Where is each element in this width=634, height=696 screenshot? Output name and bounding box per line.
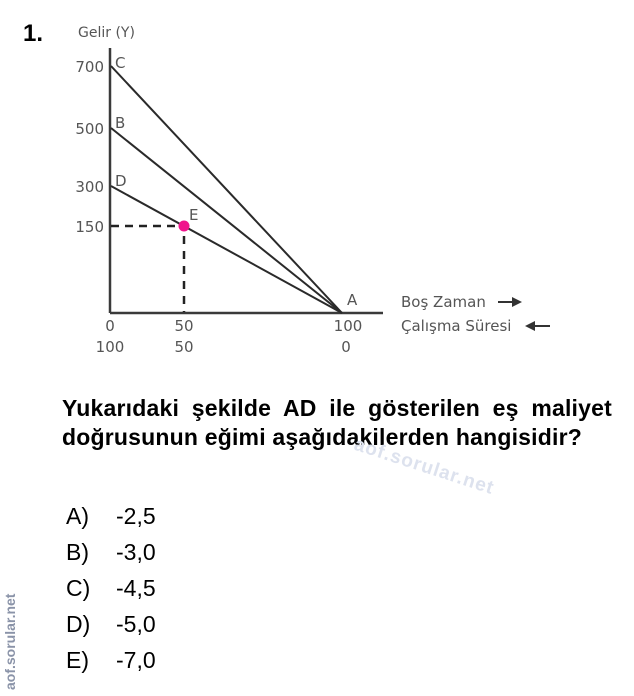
x-tick-bottom-100: 100 [95,338,125,356]
option-letter: B) [66,539,89,565]
x-tick-bottom-0: 0 [341,338,351,356]
arrow-right-icon [498,297,522,307]
x-tick-top-100: 100 [333,317,363,335]
option-letter: C) [66,575,91,601]
option-d[interactable] [66,611,156,647]
answer-options [66,503,156,683]
question-number: 1. [23,20,44,47]
option-a[interactable] [66,503,156,539]
option-value: -2,5 [116,503,156,529]
x-axis-title-work: Çalışma Süresi [401,317,512,335]
option-value: -7,0 [116,647,156,673]
option-value: -5,0 [116,611,156,637]
line-BA [111,128,342,313]
y-tick-150: 150 [75,218,104,236]
line-DA [111,186,342,313]
x-axis-title-leisure: Boş Zaman [401,293,486,311]
label-a: A [347,291,358,309]
point-e-marker [179,221,190,232]
option-b[interactable] [66,539,156,575]
label-c: C [115,54,126,72]
label-d: D [115,172,127,190]
y-tick-700: 700 [75,58,104,76]
option-letter: D) [66,611,91,637]
y-axis-title: Gelir (Y) [78,25,135,41]
x-tick-top-0: 0 [105,317,115,335]
watermark-side: aof.sorular.net [2,593,18,690]
option-letter: A) [66,503,89,529]
option-e[interactable] [66,647,156,683]
label-e: E [189,206,199,224]
question-text: Yukarıdaki şekilde AD ile gösterilen eş maliyet doğrusunun eğimi aşağıdakilerden hangisidir? [62,395,612,450]
option-c[interactable] [66,575,156,611]
y-tick-500: 500 [75,120,104,138]
x-tick-bottom-50: 50 [174,338,194,356]
arrow-left-icon [525,321,550,331]
y-tick-300: 300 [75,178,104,196]
x-tick-top-50: 50 [174,317,194,335]
watermark-diagonal: aof.sorular.net [351,434,497,500]
line-CA [111,66,342,313]
label-b: B [115,114,126,132]
option-value: -3,0 [116,539,156,565]
option-value: -4,5 [116,575,156,601]
option-letter: E) [66,647,89,673]
